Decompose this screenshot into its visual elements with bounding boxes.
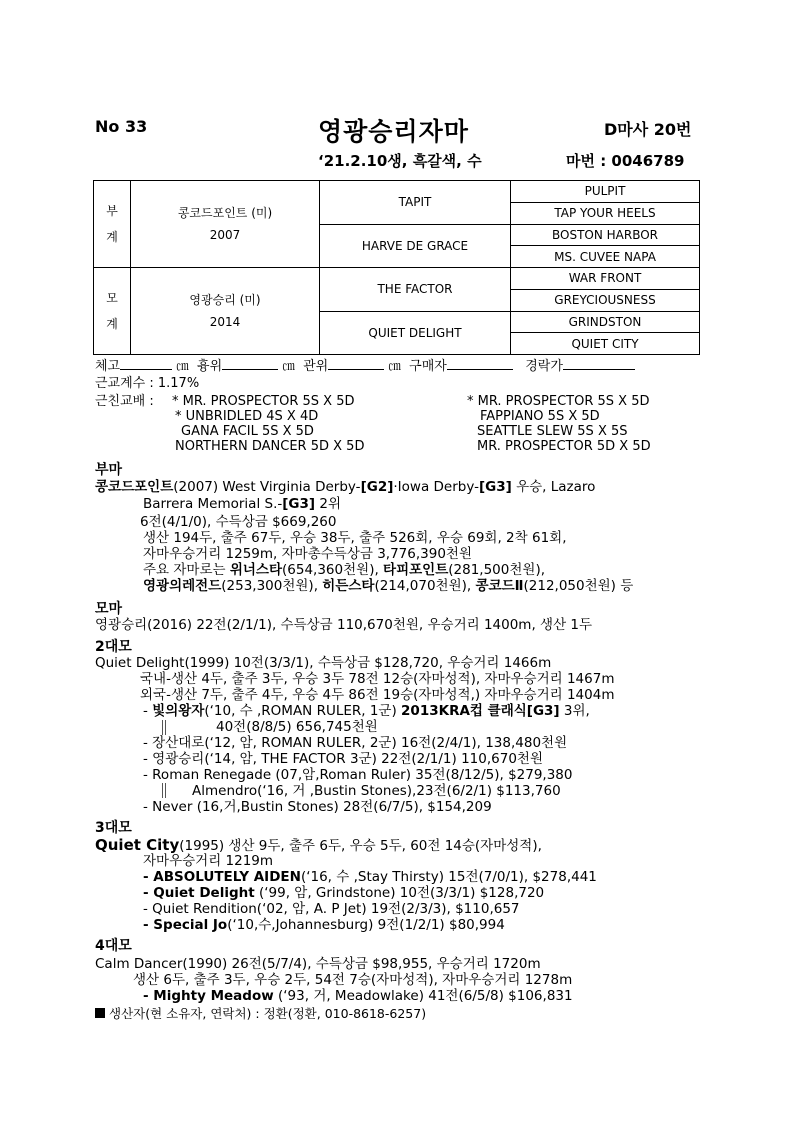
lot-location: D마사 20번 bbox=[604, 120, 692, 139]
inbreeding-left: * MR. PROSPECTOR 5S X 5D * UNBRIDLED 4S X 4D GANA FACIL 5S X 5D NORTHERN DANCER 5D X 5D bbox=[172, 394, 365, 454]
gen3-line-2: 자마우승거리 1219m bbox=[143, 853, 274, 869]
gen2-line-1: Quiet Delight(1999) 10전(3/3/1), 수득상금 $128,720, 우승거리 1466m bbox=[95, 655, 552, 671]
gen2-line-8: - Roman Renegade (07,암,Roman Ruler) 35전(8/12/5), $279,380 bbox=[143, 767, 573, 783]
dam-side-label: 모 계 bbox=[94, 268, 131, 355]
sire-line-6: 주요 자마로는 위너스타(654,360천원), 타피포인트(281,500천원), bbox=[143, 562, 545, 578]
ancestor-gen3: MS. CUVEE NAPA bbox=[511, 246, 700, 268]
gen2-line-6: - 장산대로(‘12, 암, ROMAN RULER, 2군) 16전(2/4/1), 138,480천원 bbox=[143, 735, 568, 751]
ancestor-gen3: TAP YOUR HEELS bbox=[511, 202, 700, 224]
gen3-line-3: - ABSOLUTELY AIDEN(‘16, 수 ,Stay Thirsty) 15전(7/0/1), $278,441 bbox=[143, 869, 597, 885]
breeder-line: 생산자(현 소유자, 연락처) : 정환(정환, 010-8618-6257) bbox=[95, 1006, 426, 1022]
gen3-line-1: Quiet City(1995) 생산 9두, 출주 6두, 우승 5두, 60전 14승(자마성적), bbox=[95, 836, 542, 854]
indent-bar bbox=[162, 783, 166, 798]
sire-sire: TAPIT bbox=[320, 181, 511, 225]
sire-line-7: 영광의레전드(253,300천원), 히든스타(214,070천원), 콩코드Ⅱ(212,050천원) 등 bbox=[143, 578, 634, 594]
gen4-line-3: - Mighty Meadow (‘93, 거, Meadowlake) 41전(6/5/8) $106,831 bbox=[143, 988, 573, 1004]
gen2-line-9: Almendro(‘16, 거 ,Bustin Stones),23전(6/2/1) $113,760 bbox=[192, 783, 561, 799]
section-gen3: 3대모 bbox=[95, 820, 132, 836]
sire-line-3: 6전(4/1/0), 수득상금 $669,260 bbox=[140, 514, 337, 530]
section-dam: 모마 bbox=[95, 601, 123, 617]
dam-cell bbox=[131, 268, 320, 355]
inbreeding-coefficient: 근교계수 : 1.17% bbox=[95, 376, 200, 391]
gen2-line-5: 40전(8/8/5) 656,745천원 bbox=[216, 719, 378, 735]
sire-cell bbox=[131, 181, 320, 268]
ancestor-gen3: GRINDSTON bbox=[511, 311, 700, 333]
ancestor-gen3: PULPIT bbox=[511, 181, 700, 203]
gen2-line-3: 외국-생산 7두, 출주 4두, 우승 4두 86전 19승(자마성적,) 자마우승거리 1404m bbox=[140, 687, 615, 703]
gen3-line-6: - Special Jo(‘10,수,Johannesburg) 9전(1/2/1) $80,994 bbox=[143, 917, 505, 933]
sire-line-5: 자마우승거리 1259m, 자마총수득상금 3,776,390천원 bbox=[143, 546, 472, 562]
section-gen4: 4대모 bbox=[95, 938, 132, 954]
sire-line-2: Barrera Memorial S.-[G3] 2위 bbox=[143, 496, 341, 512]
gen4-line-1: Calm Dancer(1990) 26전(5/7/4), 수득상금 $98,955, 우승거리 1720m bbox=[95, 956, 541, 972]
measurements-row: 체고 ㎝ 흉위 ㎝ 관위 ㎝ 구매자 경락가 bbox=[95, 357, 635, 375]
dam-sire: THE FACTOR bbox=[320, 268, 511, 312]
gen2-line-7: - 영광승리(‘14, 암, THE FACTOR 3군) 22전(2/1/1) 110,670천원 bbox=[143, 751, 543, 767]
catalog-number: No 33 bbox=[95, 117, 148, 136]
dam-name: 영광승리 (미) bbox=[189, 293, 261, 307]
ancestor-gen3: QUIET CITY bbox=[511, 333, 700, 355]
gen2-line-4: - 빛의왕자(‘10, 수 ,ROMAN RULER, 1군) 2013KRA컵 클래식[G3] 3위, bbox=[143, 703, 590, 719]
inbreeding-label: 근친교배 : bbox=[95, 394, 154, 409]
ancestor-gen3: BOSTON HARBOR bbox=[511, 224, 700, 246]
gen3-line-5: - Quiet Rendition(‘02, 암, A. P Jet) 19전(2/3/3), $110,657 bbox=[143, 901, 520, 917]
sire-line-1: 콩코드포인트(2007) West Virginia Derby-[G2]·Iowa Derby-[G3] 우승, Lazaro bbox=[95, 479, 596, 495]
birth-info: ‘21.2.10생, 흑갈색, 수 bbox=[318, 152, 482, 170]
sire-side-label: 부 계 bbox=[94, 181, 131, 268]
registration-number: 마번 : 0046789 bbox=[566, 152, 685, 170]
gen2-line-2: 국내-생산 4두, 출주 3두, 우승 3두 78전 12승(자마성적), 자마우승거리 1467m bbox=[140, 671, 615, 687]
ancestor-gen3: GREYCIOUSNESS bbox=[511, 289, 700, 311]
gen3-line-4: - Quiet Delight (‘99, 암, Grindstone) 10전(3/3/1) $128,720 bbox=[143, 885, 545, 901]
dam-year: 2014 bbox=[209, 315, 241, 329]
indent-bar bbox=[162, 720, 166, 735]
sire-name: 콩코드포인트 (미) bbox=[177, 206, 273, 220]
inbreeding-right: * MR. PROSPECTOR 5S X 5D FAPPIANO 5S X 5D SEATTLE SLEW 5S X 5S MR. PROSPECTOR 5D X 5D bbox=[467, 394, 651, 454]
sire-year: 2007 bbox=[209, 228, 241, 242]
sire-line-4: 생산 194두, 출주 67두, 우승 38두, 출주 526회, 우승 69회, 2착 61회, bbox=[143, 530, 567, 546]
section-sire: 부마 bbox=[95, 462, 123, 478]
pedigree-table bbox=[93, 180, 700, 355]
sire-dam: HARVE DE GRACE bbox=[320, 224, 511, 268]
gen4-line-2: 생산 6두, 출주 3두, 우승 2두, 54전 7승(자마성적), 자마우승거리 1278m bbox=[133, 972, 573, 988]
square-bullet-icon bbox=[95, 1008, 105, 1018]
dam-dam: QUIET DELIGHT bbox=[320, 311, 511, 355]
horse-name-title: 영광승리자마 bbox=[318, 117, 469, 146]
dam-line: 영광승리(2016) 22전(2/1/1), 수득상금 110,670천원, 우승거리 1400m, 생산 1두 bbox=[95, 617, 593, 633]
gen2-line-10: - Never (16,거,Bustin Stones) 28전(6/7/5), $154,209 bbox=[143, 799, 492, 815]
section-gen2: 2대모 bbox=[95, 639, 132, 655]
ancestor-gen3: WAR FRONT bbox=[511, 268, 700, 290]
